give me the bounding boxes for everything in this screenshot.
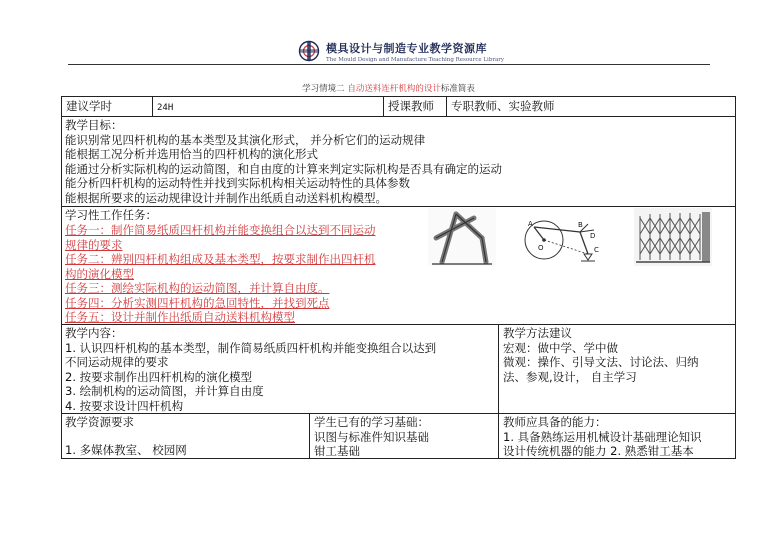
objective-line: 能识别常见四杆机构的基本类型及其演化形式， 并分析它们的运动规律 (65, 132, 426, 147)
objective-line: 能分析四杆机构的运动特性并找到实际机构相关运动特性的具体参数 (65, 176, 410, 190)
teacher-value: 专职教师、实验教师 (451, 99, 555, 113)
paper-linkage-photo (428, 208, 496, 266)
objectives-title: 教学目标： (65, 118, 123, 132)
resource-line: 1. 多媒体教室、 校园网 (65, 443, 187, 457)
task-line: 任务四：分析实测四杆机构的急回特性，并找到死点 (65, 295, 330, 310)
content-line: 不同运动规律的要求 (65, 355, 169, 369)
situation-name: 自动送料连杆机构的设计 (347, 84, 441, 94)
task-line: 任务五：设计并制作出纸质自动送料机构模型 (65, 310, 295, 324)
teacher-ability-line: 设计传统机器的能力 2. 熟悉钳工基本 (503, 444, 694, 458)
hours-value: 24H (157, 103, 174, 113)
task-line: 构的演化模型 (65, 266, 134, 281)
task-line: 规律的要求 (65, 237, 123, 252)
tasks-title: 学习性工作任务： (65, 208, 157, 222)
point-label-o: O (538, 244, 544, 252)
retractable-gate-photo (634, 208, 712, 266)
logo-subtitle: The Mould Design and Manufacture Teaching Resource Library (326, 57, 504, 63)
prior-line: 钳工基础 (314, 444, 360, 458)
task-line: 任务三：测绘实际机构的运动简图，并计算自由度。 (65, 281, 330, 295)
content-line: 2. 按要求制作出四杆机构的演化模型 (65, 369, 253, 384)
content-line: 3. 绘制机构的运动简图，并计算自由度 (65, 384, 264, 398)
point-label-a: A (528, 220, 533, 228)
prior-title: 学生已有的学习基础： (314, 415, 429, 429)
teacher-ability-title: 教师应具备的能力： (503, 415, 607, 429)
point-label-c: C (594, 246, 599, 254)
methods-title: 教学方法建议 (503, 326, 572, 340)
method-line: 宏观：做中学、学中做 (503, 340, 618, 355)
task-line: 任务一：制作简易纸质四杆机构并能变换组合以达到不同运动 (65, 223, 376, 237)
method-line: 微观：操作、引导文法、讨论法、归纳 (503, 355, 699, 369)
content-title: 教学内容： (65, 326, 123, 340)
method-line: 法、参观,设计， 自主学习 (503, 369, 637, 384)
objective-line: 能根据工况分析并选用恰当的四杆机构的演化形式 (65, 147, 318, 161)
teacher-ability-line: 1. 具备熟练运用机械设计基础理论知识 (503, 429, 702, 444)
objective-line: 能根据所要求的运动规律设计并制作出纸质自动送料机构模型。 (65, 190, 387, 205)
content-line: 1. 认识四杆机构的基本类型，制作简易纸质四杆机构并能变换组合以达到 (65, 340, 437, 355)
task-line: 任务二：辨别四杆机构组成及基本类型，按要求制作出四杆机 (65, 252, 376, 266)
objective-line: 能通过分析实际机构的运动简图，和自由度的计算来判定实际机构是否具有确定的运动 (65, 161, 502, 176)
logo-title: 模具设计与制造专业教学资源库 (326, 42, 487, 55)
content-line: 4. 按要求设计四杆机构 (65, 398, 184, 413)
teacher-label: 授课教师 (388, 99, 434, 113)
table-title: 学习情境二 自动送料连杆机构的设计标准简表 (302, 84, 475, 94)
point-label-b: B (578, 221, 583, 229)
hours-label: 建议学时 (66, 99, 112, 113)
point-label-d: D (590, 232, 596, 240)
prior-line: 识图与标准件知识基础 (314, 429, 429, 444)
crank-rocker-diagram (514, 214, 606, 266)
resources-title: 教学资源要求 (65, 415, 134, 429)
